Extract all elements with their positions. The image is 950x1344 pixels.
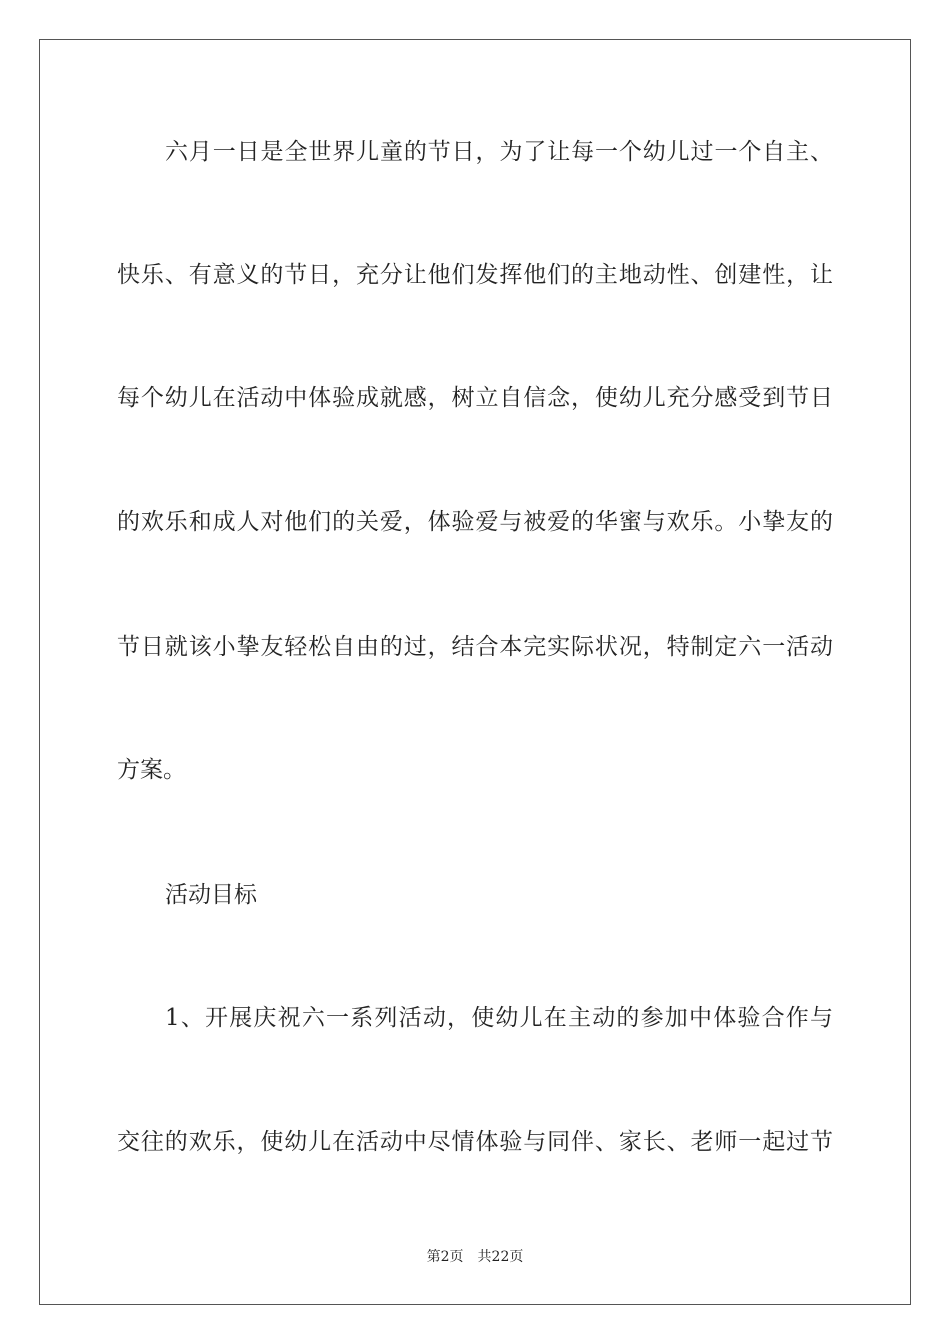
total-pages: 共22页 — [477, 1249, 524, 1265]
page-number: 第2页 — [426, 1249, 464, 1265]
paragraph-line: 方案。 — [117, 757, 186, 783]
paragraph-line: 1、开展庆祝六一系列活动，使幼儿在主动的参加中体验合作与 — [165, 1005, 833, 1031]
section-heading: 活动目标 — [165, 882, 257, 908]
page-footer — [0, 1248, 950, 1266]
paragraph-line: 每个幼儿在活动中体验成就感，树立自信念，使幼儿充分感受到节日 — [117, 385, 833, 411]
paragraph-line: 交往的欢乐，使幼儿在活动中尽情体验与同伴、家长、老师一起过节 — [117, 1129, 833, 1155]
paragraph-line: 节日就该小挚友轻松自由的过，结合本完实际状况，特制定六一活动 — [117, 634, 833, 660]
page-border — [39, 39, 911, 1305]
paragraph-line: 的欢乐和成人对他们的关爱，体验爱与被爱的华蜜与欢乐。小挚友的 — [117, 509, 833, 535]
paragraph-line: 六月一日是全世界儿童的节日，为了让每一个幼儿过一个自主、 — [165, 139, 833, 165]
paragraph-line: 快乐、有意义的节日，充分让他们发挥他们的主地动性、创建性，让 — [117, 262, 833, 288]
